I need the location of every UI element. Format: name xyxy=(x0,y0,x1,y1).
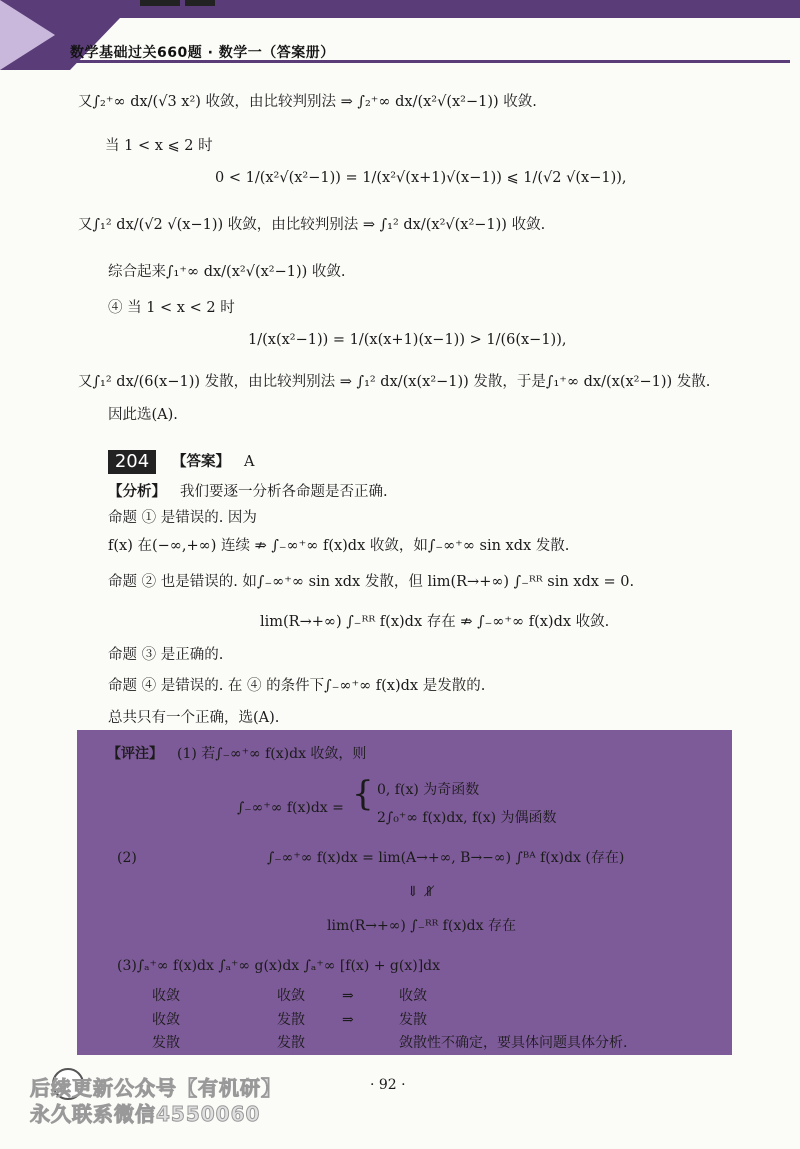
header-title: 数学基础过关660题 · 数学一（答案册） xyxy=(70,45,335,61)
table-cell: 收敛 xyxy=(399,988,427,1004)
brace: { xyxy=(352,774,374,814)
comment-line: (3)∫ₐ⁺∞ f(x)dx ∫ₐ⁺∞ g(x)dx ∫ₐ⁺∞ [f(x) + g(x)]dx xyxy=(117,958,441,974)
problem-number-badge: 204 xyxy=(108,450,156,474)
comment-line: (2) xyxy=(117,850,137,866)
answer-tag: 【答案】 xyxy=(172,453,230,470)
text-line: 又∫₂⁺∞ dx/(√3 x²) 收敛，由比较判别法 ⇒ ∫₂⁺∞ dx/(x²√(x²−1)) 收敛. xyxy=(78,94,537,110)
table-cell: 敛散性不确定，要具体问题具体分析. xyxy=(399,1035,628,1051)
comment-box xyxy=(77,730,732,1055)
analysis-text: 我们要逐一分析各命题是否正确. xyxy=(180,484,388,500)
formula-line: 0 < 1/(x²√(x²−1)) = 1/(x²√(x+1)√(x−1)) ⩽ 1/(√2 √(x−1)), xyxy=(215,170,627,186)
analysis-tag: 【分析】 xyxy=(108,483,166,500)
table-cell: 发散 xyxy=(399,1012,427,1028)
comment-line: 0, f(x) 为奇函数 xyxy=(377,782,480,798)
table-cell: 收敛 xyxy=(152,988,180,1004)
text-line: 当 1 < x ⩽ 2 时 xyxy=(105,138,213,154)
table-cell: ⇒ xyxy=(342,988,354,1004)
comment-line: lim(R→+∞) ∫₋ᴿᴿ f(x)dx 存在 xyxy=(327,918,516,934)
text-line: 命题 ③ 是正确的. xyxy=(108,647,224,663)
watermark-line: 永久联系微信4550060 xyxy=(30,1102,261,1126)
table-cell: 收敛 xyxy=(277,988,305,1004)
text-line: 命题 ④ 是错误的. 在 ④ 的条件下∫₋∞⁺∞ f(x)dx 是发散的. xyxy=(108,678,486,694)
comment-tag: 【评注】 xyxy=(107,746,163,762)
text-line: 又∫₁² dx/(6(x−1)) 发散，由比较判别法 ⇒ ∫₁² dx/(x(x²−1)) 发散，于是∫₁⁺∞ dx/(x(x²−1)) 发散. xyxy=(78,374,711,390)
table-cell: 发散 xyxy=(152,1035,180,1051)
table-cell: 收敛 xyxy=(152,1012,180,1028)
watermark-line: 后续更新公众号【有机研】 xyxy=(30,1076,282,1100)
answer-value: A xyxy=(244,454,255,470)
comment-line: ∫₋∞⁺∞ f(x)dx = xyxy=(237,800,344,816)
text-line: 总共只有一个正确，选(A). xyxy=(108,710,280,726)
text-line: 命题 ① 是错误的. 因为 xyxy=(108,510,257,526)
table-cell: 发散 xyxy=(277,1035,305,1051)
text-line: 综合起来∫₁⁺∞ dx/(x²√(x²−1)) 收敛. xyxy=(108,264,346,280)
formula-line: 1/(x(x²−1)) = 1/(x(x+1)(x−1)) > 1/(6(x−1)), xyxy=(248,332,567,348)
table-cell: ⇒ xyxy=(342,1012,354,1028)
comment-line: ∫₋∞⁺∞ f(x)dx = lim(A→+∞, B→−∞) ∫ᴮᴬ f(x)dx (存在) xyxy=(267,850,625,866)
text-line: ④ 当 1 < x < 2 时 xyxy=(108,300,235,316)
text-line: 因此选(A). xyxy=(108,407,178,423)
text-line: 又∫₁² dx/(√2 √(x−1)) 收敛，由比较判别法 ⇒ ∫₁² dx/(x²√(x²−1)) 收敛. xyxy=(78,217,546,233)
table-cell: 发散 xyxy=(277,1012,305,1028)
text-line: f(x) 在(−∞,+∞) 连续 ⇏ ∫₋∞⁺∞ f(x)dx 收敛，如∫₋∞⁺∞ sin xdx 发散. xyxy=(108,538,570,554)
text-line: 命题 ② 也是错误的. 如∫₋∞⁺∞ sin xdx 发散，但 lim(R→+∞) ∫₋ᴿᴿ sin xdx = 0. xyxy=(108,574,635,590)
comment-line: ⇓ ⇑̸ xyxy=(407,884,435,900)
comment-line: (1) 若∫₋∞⁺∞ f(x)dx 收敛，则 xyxy=(177,746,367,762)
formula-line: lim(R→+∞) ∫₋ᴿᴿ f(x)dx 存在 ⇏ ∫₋∞⁺∞ f(x)dx 收敛. xyxy=(260,614,610,630)
comment-line: 2∫₀⁺∞ f(x)dx, f(x) 为偶函数 xyxy=(377,810,557,826)
page-number: · 92 · xyxy=(370,1077,406,1093)
